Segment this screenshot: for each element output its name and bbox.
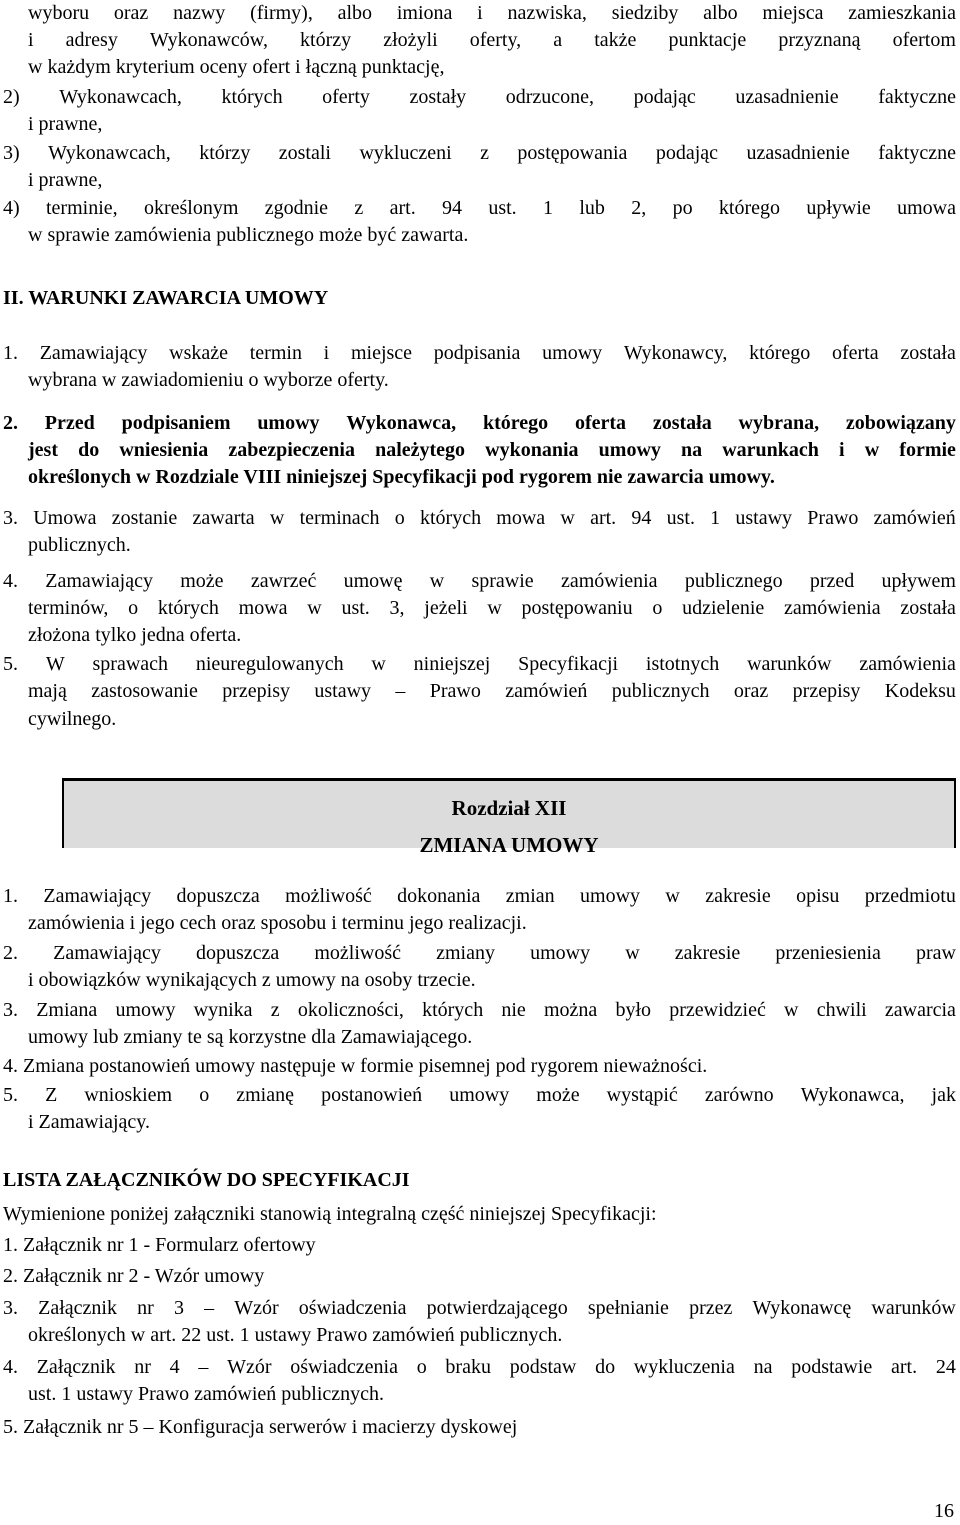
attachment-item-cont: określonych w art. 22 ust. 1 ustawy Prawo zamówień publicznych. bbox=[28, 1324, 563, 1346]
top-list-item-cont: i prawne, bbox=[28, 169, 103, 191]
section-item-cont: cywilnego. bbox=[28, 708, 117, 730]
section-item-cont: złożona tylko jedna oferta. bbox=[28, 624, 242, 646]
chapter-item: 5. Z wnioskiem o zmianę postanowień umowy może wystąpić zarówno Wykonawca, jak bbox=[3, 1084, 956, 1106]
attachment-item: 1. Załącznik nr 1 - Formularz ofertowy bbox=[3, 1234, 316, 1256]
section-item-bold: 2. Przed podpisaniem umowy Wykonawca, którego oferta została wybrana, zobowiązany bbox=[3, 412, 956, 434]
chapter-item: 4. Zmiana postanowień umowy następuje w formie pisemnej pod rygorem nieważności. bbox=[3, 1055, 708, 1077]
section-heading: II. WARUNKI ZAWARCIA UMOWY bbox=[3, 287, 329, 309]
attachment-item: 3. Załącznik nr 3 – Wzór oświadczenia potwierdzającego spełnianie przez Wykonawcę warunków bbox=[3, 1297, 956, 1319]
section-item-cont: terminów, o których mowa w ust. 3, jeżeli w postępowaniu o udzielenie zamówienia została bbox=[28, 597, 956, 619]
section-item-bold-cont: jest do wniesienia zabezpieczenia należytego wykonania umowy na warunkach i w formie bbox=[28, 439, 956, 461]
top-list-cont-line: i adresy Wykonawców, którzy złożyli oferty, a także punktacje przyznaną ofertom bbox=[28, 29, 956, 51]
section-item: 3. Umowa zostanie zawarta w terminach o których mowa w art. 94 ust. 1 ustawy Prawo zamówień bbox=[3, 507, 956, 529]
section-item-bold-cont: określonych w Rozdziale VIII niniejszej Specyfikacji pod rygorem nie zawarcia umowy. bbox=[28, 466, 775, 488]
section-item-cont: publicznych. bbox=[28, 534, 131, 556]
chapter-item: 1. Zamawiający dopuszcza możliwość dokonania zmian umowy w zakresie opisu przedmiotu bbox=[3, 885, 956, 907]
top-list-item-cont: i prawne, bbox=[28, 113, 103, 135]
section-item: 1. Zamawiający wskaże termin i miejsce podpisania umowy Wykonawcy, którego oferta została bbox=[3, 342, 956, 364]
attachment-item: 5. Załącznik nr 5 – Konfiguracja serwerów i macierzy dyskowej bbox=[3, 1416, 518, 1438]
top-list-cont-line: wyboru oraz nazwy (firmy), albo imiona i nazwiska, siedziby albo miejsca zamieszkania bbox=[28, 2, 956, 24]
attachment-item-cont: ust. 1 ustawy Prawo zamówień publicznych. bbox=[28, 1383, 385, 1405]
chapter-item-cont: zamówienia i jego cech oraz sposobu i terminu jego realizacji. bbox=[28, 912, 527, 934]
chapter-subtitle: ZMIANA UMOWY bbox=[419, 833, 599, 857]
attachments-heading: LISTA ZAŁĄCZNIKÓW DO SPECYFIKACJI bbox=[3, 1169, 410, 1191]
section-item: 5. W sprawach nieuregulowanych w niniejszej Specyfikacji istotnych warunków zamówienia bbox=[3, 653, 956, 675]
chapter-item: 3. Zmiana umowy wynika z okoliczności, których nie można było przewidzieć w chwili zawarcia bbox=[3, 999, 956, 1021]
top-list-item: 3) Wykonawcach, którzy zostali wykluczeni z postępowania podając uzasadnienie faktyczne bbox=[3, 142, 956, 164]
chapter-title: Rozdział XII bbox=[451, 796, 567, 820]
attachments-intro: Wymienione poniżej załączniki stanowią integralną część niniejszej Specyfikacji: bbox=[3, 1203, 657, 1225]
section-item-cont: wybrana w zawiadomieniu o wyborze oferty. bbox=[28, 369, 389, 391]
page-number: 16 bbox=[934, 1500, 954, 1522]
top-list-item-cont: w sprawie zamówienia publicznego może być zawarta. bbox=[28, 224, 469, 246]
attachment-item: 4. Załącznik nr 4 – Wzór oświadczenia o braku podstaw do wykluczenia na podstawie art. 24 bbox=[3, 1356, 956, 1378]
chapter-item-cont: i obowiązków wynikających z umowy na osoby trzecie. bbox=[28, 969, 476, 991]
chapter-item-cont: umowy lub zmiany te są korzystne dla Zamawiającego. bbox=[28, 1026, 473, 1048]
top-list-item: 4) terminie, określonym zgodnie z art. 94 ust. 1 lub 2, po którego upływie umowa bbox=[3, 197, 956, 219]
top-list-cont-line: w każdym kryterium oceny ofert i łączną punktację, bbox=[28, 56, 445, 78]
section-item: 4. Zamawiający może zawrzeć umowę w sprawie zamówienia publicznego przed upływem bbox=[3, 570, 956, 592]
top-list-item: 2) Wykonawcach, których oferty zostały odrzucone, podając uzasadnienie faktyczne bbox=[3, 86, 956, 108]
chapter-item: 2. Zamawiający dopuszcza możliwość zmiany umowy w zakresie przeniesienia praw bbox=[3, 942, 956, 964]
section-item-cont: mają zastosowanie przepisy ustawy – Prawo zamówień publicznych oraz przepisy Kodeksu bbox=[28, 680, 956, 702]
chapter-item-cont: i Zamawiający. bbox=[28, 1111, 150, 1133]
attachment-item: 2. Załącznik nr 2 - Wzór umowy bbox=[3, 1265, 265, 1287]
